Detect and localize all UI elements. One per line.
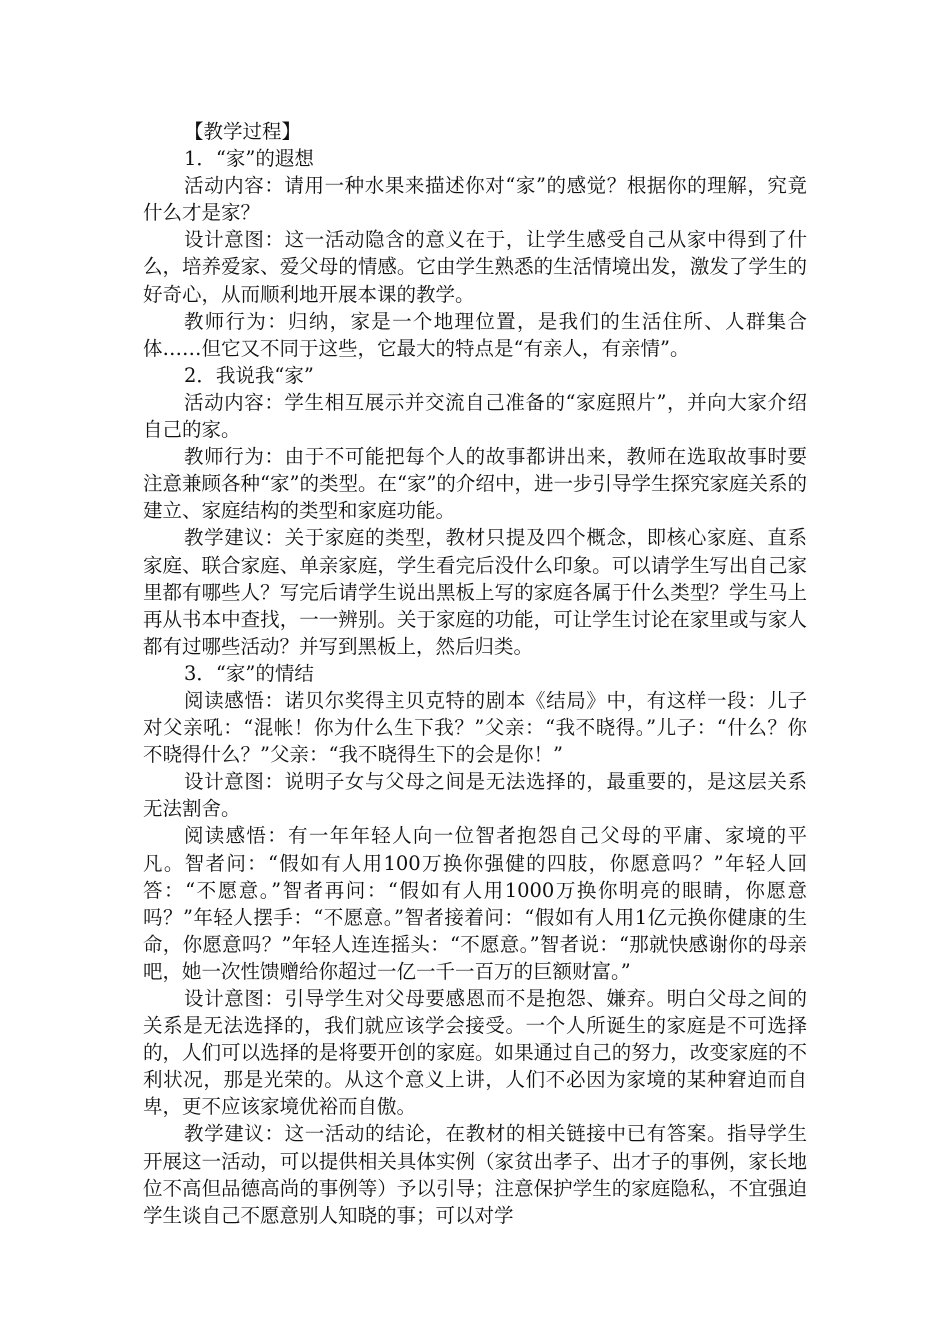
paragraph-teaching-suggestion-2: 教学建议：这一活动的结论，在教材的相关链接中已有答案。指导学生开展这一活动，可以提供相关具体实例（家贫出孝子、出才子的事例，家长地位不高但品德高尚的事例等）予以引导；注意保护学生的家庭隐私，不宜强迫学生谈自己不愿意别人知晓的事；可以对学 [143, 1122, 807, 1227]
paragraph-design-intent-1: 设计意图：这一活动隐含的意义在于，让学生感受自己从家中得到了什么，培养爱家、爱父母的情感。它由学生熟悉的生活情境出发，激发了学生的好奇心，从而顺利地开展本课的教学。 [143, 228, 807, 306]
paragraph-activity-1: 活动内容：请用一种水果来描述你对“家”的感觉？根据你的理解，究竟什么才是家？ [143, 174, 807, 225]
paragraph-teacher-action-2: 教师行为：由于不可能把每个人的故事都讲出来，教师在选取故事时要注意兼顾各种“家”的类型。在“家”的介绍中，进一步引导学生探究家庭关系的建立、家庭结构的类型和家庭功能。 [143, 445, 807, 523]
paragraph-reading-1: 阅读感悟：诺贝尔奖得主贝克特的剧本《结局》中，有这样一段：儿子对父亲吼：“混帐！你为什么生下我？”父亲：“我不晓得。”儿子：“什么？你不晓得什么？”父亲：“我不晓得生下的会是你！” [143, 688, 807, 767]
paragraph-activity-2: 活动内容：学生相互展示并交流自己准备的“家庭照片”，并向大家介绍自己的家。 [143, 390, 807, 442]
subheading-1: 1．“家”的遐想 [184, 147, 314, 171]
document-page [143, 118, 807, 1229]
paragraph-design-intent-3: 设计意图：引导学生对父母要感恩而不是抱怨、嫌弃。明白父母之间的关系是无法选择的，我们就应该学会接受。一个人所诞生的家庭是不可选择的，人们可以选择的是将要开创的家庭。如果通过自己的努力，改变家庭的不利状况，那是光荣的。从这个意义上讲，人们不必因为家境的某种窘迫而自卑，更不应该家境优裕而自傲。 [143, 987, 807, 1119]
subheading-3: 3．“家”的情结 [184, 661, 314, 685]
paragraph-teacher-action-1: 教师行为：归纳，家是一个地理位置，是我们的生活住所、人群集合体……但它又不同于这些，它最大的特点是“有亲人，有亲情”。 [143, 309, 807, 360]
paragraph-teaching-suggestion-1: 教学建议：关于家庭的类型，教材只提及四个概念，即核心家庭、直系家庭、联合家庭、单亲家庭，学生看完后没什么印象。可以请学生写出自己家里都有哪些人？写完后请学生说出黑板上写的家庭各属于什么类型？学生马上再从书本中查找，一一辨别。关于家庭的功能，可让学生讨论在家里或与家人都有过哪些活动？并写到黑板上，然后归类。 [143, 526, 807, 658]
subheading-2: 2．我说我“家” [184, 363, 314, 387]
paragraph-design-intent-2: 设计意图：说明子女与父母之间是无法选择的，最重要的，是这层关系无法割舍。 [143, 770, 807, 821]
paragraph-reading-2: 阅读感悟：有一年年轻人向一位智者抱怨自己父母的平庸、家境的平凡。智者问：“假如有人用100万换你强健的四肢，你愿意吗？”年轻人回答：“不愿意。”智者再问：“假如有人用1000万换你明亮的眼睛，你愿意吗？”年轻人摆手：“不愿意。”智者接着问：“假如有人用1亿元换你健康的生命，你愿意吗？”年轻人连连摇头：“不愿意。”智者说：“那就快感谢你的母亲吧，她一次性馈赠给你超过一亿一千一百万的巨额财富。” [143, 824, 807, 983]
section-title: 【教学过程】 [184, 120, 302, 143]
